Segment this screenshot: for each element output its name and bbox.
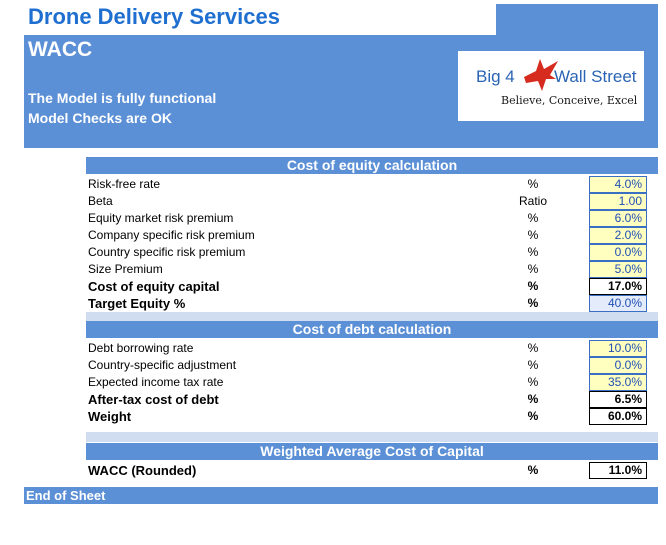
size-premium-input[interactable]: 5.0% [589,261,647,278]
row-label: Country-specific adjustment [88,358,237,372]
row-unit: % [527,463,539,477]
table-row [86,210,658,227]
logo-text-right: Wall Street [554,67,637,86]
row-label: WACC (Rounded) [88,463,197,478]
row-unit: % [527,341,539,355]
row-unit: Ratio [518,194,547,208]
table-row [86,408,658,425]
wacc-value[interactable]: 11.0% [589,462,647,479]
beta-input[interactable]: 1.00 [589,193,647,210]
row-unit: % [527,279,539,293]
after-tax-cost-of-debt-value[interactable]: 6.5% [589,391,647,408]
table-row [86,244,658,261]
row-label: Cost of equity capital [88,279,220,294]
equity-market-risk-premium-input[interactable]: 6.0% [589,210,647,227]
table-row [86,357,658,374]
table-row [86,391,658,408]
company-logo [458,51,644,121]
banner-heading: WACC [28,38,93,61]
table-row [86,176,658,193]
row-unit: % [527,358,539,372]
logo-text-left: Big 4 [476,67,515,86]
table-row [86,462,658,479]
wacc-section-heading: Weighted Average Cost of Capital [86,443,658,460]
row-label: Target Equity % [88,296,186,311]
country-adjustment-input[interactable]: 0.0% [589,357,647,374]
row-label: Size Premium [88,262,163,276]
debt-borrowing-rate-input[interactable]: 10.0% [589,340,647,357]
country-risk-premium-input[interactable]: 0.0% [589,244,647,261]
row-unit: % [527,409,539,423]
status-line-functional: The Model is fully functional [28,90,217,106]
logo-tagline: Believe, Conceive, Excel [501,94,638,107]
row-label: Weight [88,409,132,424]
row-unit: % [527,245,539,259]
company-risk-premium-input[interactable]: 2.0% [589,227,647,244]
row-label: After-tax cost of debt [88,392,219,407]
income-tax-rate-input[interactable]: 35.0% [589,374,647,391]
row-label: Beta [88,194,113,208]
footer-label: End of Sheet [26,488,106,503]
debt-section-heading: Cost of debt calculation [86,321,658,338]
status-line-checks: Model Checks are OK [28,110,172,126]
row-unit: % [527,211,539,225]
row-unit: % [527,375,539,389]
table-row [86,340,658,357]
row-label: Equity market risk premium [88,211,234,225]
cost-of-equity-value[interactable]: 17.0% [589,278,647,295]
table-row [86,193,658,210]
row-unit: % [527,296,539,310]
sheet-title: Drone Delivery Services [28,4,280,29]
row-unit: % [527,262,539,276]
footer-bar [24,487,658,504]
risk-free-rate-input[interactable]: 4.0% [589,176,647,193]
row-unit: % [527,392,539,406]
table-row [86,374,658,391]
table-row [86,227,658,244]
section-divider [86,432,658,442]
row-label: Country specific risk premium [88,245,246,259]
row-unit: % [527,177,539,191]
target-equity-input[interactable]: 40.0% [589,295,647,312]
row-unit: % [527,228,539,242]
table-row [86,295,658,312]
debt-weight-value[interactable]: 60.0% [589,408,647,425]
table-row [86,261,658,278]
equity-section-heading: Cost of equity calculation [86,157,658,174]
row-label: Company specific risk premium [88,228,255,242]
row-label: Risk-free rate [88,177,161,191]
row-label: Debt borrowing rate [88,341,194,355]
header-strip [496,4,658,35]
row-label: Expected income tax rate [88,375,224,389]
table-row [86,278,658,295]
